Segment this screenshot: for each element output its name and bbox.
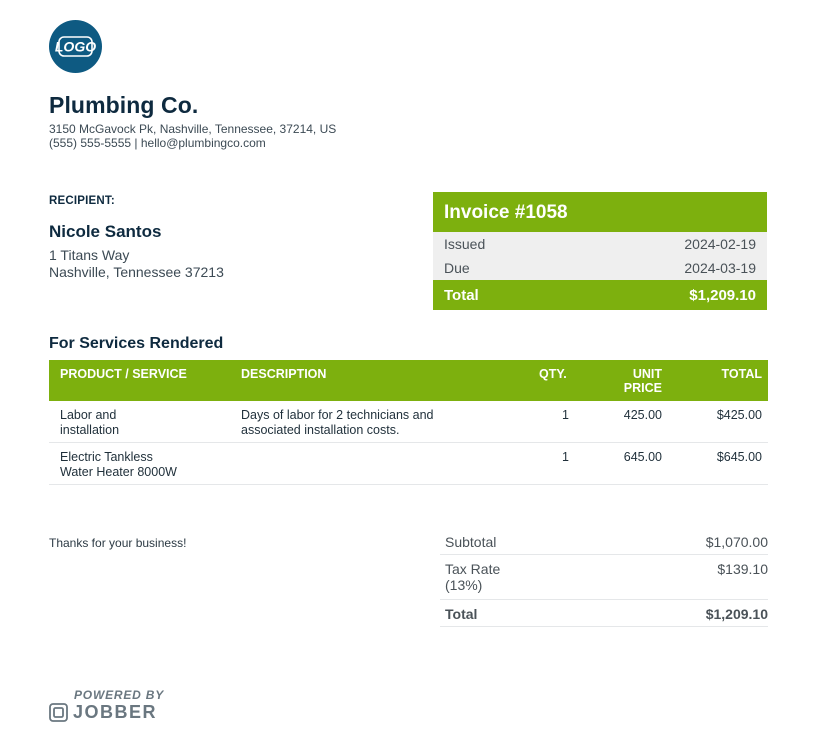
row-description — [241, 408, 433, 438]
row-qty: 1 — [562, 408, 569, 422]
table-header — [49, 360, 768, 401]
header-unit-price-line2: PRICE — [623, 381, 662, 395]
invoice-due-row — [433, 256, 767, 280]
issued-label: Issued — [444, 236, 486, 252]
row-unit-price: 645.00 — [623, 450, 662, 464]
invoice-total-row — [433, 280, 767, 310]
header-description: DESCRIPTION — [241, 367, 327, 381]
subtotal-row — [440, 530, 768, 555]
summary-total-row — [440, 600, 768, 627]
row-product-line2: Water Heater 8000W — [60, 465, 177, 479]
row-product — [60, 450, 177, 480]
row-total: $425.00 — [716, 408, 762, 422]
header-total: TOTAL — [721, 367, 762, 381]
row-product — [60, 408, 119, 438]
summary-total-label: Total — [445, 606, 478, 622]
company-address: 3150 McGavock Pk, Nashville, Tennessee, 37214, US — [49, 122, 337, 136]
jobber-logo-icon — [49, 703, 68, 722]
issued-value: 2024-02-19 — [684, 236, 756, 252]
invoice-title: Invoice #1058 — [433, 192, 767, 232]
recipient-heading: RECIPIENT: — [49, 195, 115, 207]
table-row — [49, 401, 768, 443]
subtotal-value: $1,070.00 — [705, 534, 768, 550]
subtotal-label: Subtotal — [445, 534, 497, 550]
tax-row — [440, 555, 768, 600]
company-contact: (555) 555-5555 | hello@plumbingco.com — [49, 136, 266, 150]
recipient-name: Nicole Santos — [49, 222, 162, 241]
tax-label-line1: Tax Rate — [445, 561, 501, 577]
row-description-line2: associated installation costs. — [241, 423, 400, 437]
summary-total-value: $1,209.10 — [705, 606, 768, 622]
row-product-line1: Electric Tankless — [60, 450, 153, 464]
table-row — [49, 443, 768, 485]
row-total: $645.00 — [716, 450, 762, 464]
tax-label-line2: (13%) — [445, 577, 483, 593]
invoice-total-value: $1,209.10 — [689, 286, 756, 304]
recipient-address-line2: Nashville, Tennessee 37213 — [49, 264, 224, 280]
logo-text: LOGO — [54, 38, 97, 55]
row-description-line1: Days of labor for 2 technicians and — [241, 408, 434, 422]
header-qty: QTY. — [539, 367, 567, 381]
invoice-issued-row — [433, 232, 767, 256]
row-product-line1: Labor and — [60, 408, 117, 422]
header-unit-price-line1: UNIT — [632, 367, 662, 381]
powered-by-label: POWERED BY — [74, 688, 165, 702]
recipient-address-line1: 1 Titans Way — [49, 247, 130, 263]
invoice-total-label: Total — [444, 286, 479, 304]
row-unit-price: 425.00 — [623, 408, 662, 422]
thanks-note: Thanks for your business! — [49, 536, 187, 550]
tax-value: $139.10 — [717, 561, 768, 577]
company-logo-icon — [49, 20, 102, 73]
row-qty: 1 — [562, 450, 569, 464]
jobber-brand: JOBBER — [73, 702, 158, 722]
row-product-line2: installation — [60, 423, 120, 437]
services-title: For Services Rendered — [49, 335, 224, 352]
company-name: Plumbing Co. — [49, 92, 199, 118]
header-product: PRODUCT / SERVICE — [60, 367, 187, 381]
due-label: Due — [444, 260, 470, 276]
invoice-summary-box — [433, 192, 767, 310]
tax-label — [445, 561, 500, 593]
header-unit-price — [624, 367, 662, 395]
due-value: 2024-03-19 — [684, 260, 756, 276]
